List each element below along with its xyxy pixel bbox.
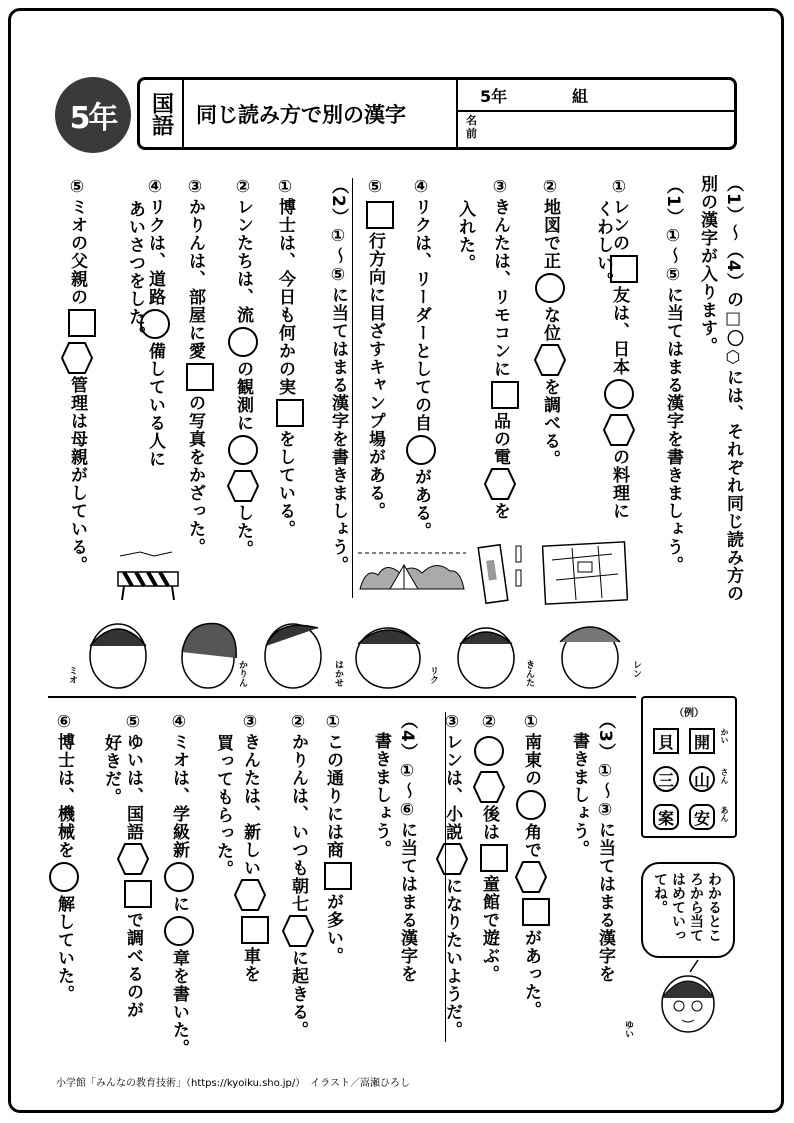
answer-circle[interactable] — [228, 435, 258, 465]
s1-q2-text: な位 — [540, 306, 560, 342]
answer-circle[interactable] — [49, 862, 79, 892]
answer-hexagon[interactable] — [227, 470, 259, 502]
answer-box[interactable] — [491, 381, 519, 409]
s4-q1 — [322, 712, 352, 965]
map-illustration — [542, 540, 628, 606]
s3-q1-text: ①南東の — [521, 712, 541, 787]
s1-q2 — [534, 177, 566, 468]
s2-q5 — [61, 177, 96, 574]
s4-q4-text: 章を書いた。 — [169, 949, 189, 1057]
s3-q3 — [436, 712, 468, 1039]
s2-q5-text: 管理は母親がしている。 — [67, 376, 87, 574]
s4-q5 — [117, 712, 152, 1019]
section3-header-2: 書きましょう。 — [569, 732, 589, 858]
example-kanji-hexagon: 安 — [689, 804, 715, 830]
answer-box[interactable] — [241, 916, 269, 944]
section1-header: （1）①～⑤に当てはまる漢字を書きましょう。 — [663, 177, 683, 574]
example-box — [641, 696, 737, 838]
bubble-text: わかるところから当てはめていってね。 — [652, 872, 722, 942]
s2-q2-text: した。 — [233, 504, 253, 558]
s1-q1-cont: くわしい。 — [593, 200, 613, 290]
example-reading: あん — [720, 806, 729, 822]
character-name: リク — [428, 666, 438, 684]
yui-illustration — [648, 958, 730, 1040]
speech-bubble — [641, 862, 735, 958]
s4-q6 — [49, 712, 79, 1003]
section3-header-1: （3）①～③に当てはまる漢字を — [595, 712, 615, 983]
character-name: レン — [631, 660, 641, 678]
divider-top — [352, 178, 353, 598]
answer-circle[interactable] — [535, 273, 565, 303]
s2-q2-text: の観測に — [233, 360, 253, 432]
s4-q1-text: が多い。 — [323, 893, 343, 965]
answer-hexagon[interactable] — [234, 879, 266, 911]
footer-credit: 小学館「みんなの教育技術」（https://kyoiku.sho.jp/） イラスト／嵩瀬ひろし — [56, 1078, 410, 1089]
example-kanji-hexagon: 案 — [653, 804, 679, 830]
answer-box[interactable] — [366, 201, 394, 229]
answer-circle[interactable] — [516, 790, 546, 820]
instruction-line-2: 別の漢字が入ります。 — [697, 175, 717, 355]
grade-badge: 5年 — [55, 77, 131, 153]
section4-header-1: （4）①～⑥に当てはまる漢字を — [397, 712, 417, 983]
s3-q2-text: 童館で遊ぶ。 — [479, 875, 499, 983]
answer-hexagon[interactable] — [436, 843, 468, 875]
s3-q3-text: ③レンは、小説 — [442, 712, 462, 841]
s3-q1-text: 角で — [521, 823, 541, 859]
s4-q5-cont: 好きだ。 — [101, 734, 121, 806]
remote-illustration — [476, 540, 532, 606]
example-kanji-circle: 山 — [689, 766, 715, 792]
answer-box[interactable] — [276, 399, 304, 427]
name-area — [456, 80, 736, 147]
divider-middle — [48, 696, 636, 698]
s1-q4 — [406, 177, 436, 540]
s4-q6-text: 解していた。 — [54, 895, 74, 1003]
s1-q1-text: ①レンの — [609, 177, 629, 252]
s1-q3-cont: 入れた。 — [455, 200, 475, 272]
s2-q1-text: ①博士は、今日も何かの実 — [275, 177, 295, 396]
page-title: 同じ読み方で別の漢字 — [196, 102, 406, 127]
divider-bottom — [445, 712, 446, 1042]
example-reading: さん — [720, 768, 729, 784]
answer-hexagon[interactable] — [282, 915, 314, 947]
example-kanji-circle: 三 — [653, 766, 679, 792]
s1-q3-text: を — [490, 502, 510, 520]
character-name: かりん — [237, 660, 247, 687]
roadwork-illustration — [110, 546, 182, 602]
s1-q2-text: を調べる。 — [540, 378, 560, 468]
s4-q1-text: ①この通りには商 — [323, 712, 343, 859]
s2-q3 — [184, 177, 214, 556]
s3-q1 — [515, 712, 550, 1019]
answer-box[interactable] — [610, 255, 638, 283]
section4-header-2: 書きましょう。 — [371, 732, 391, 858]
s3-q2-text: ② — [479, 712, 499, 733]
s1-q5-text: ⑤ — [365, 177, 385, 198]
answer-circle[interactable] — [228, 327, 258, 357]
s3-q1-text: があった。 — [521, 929, 541, 1019]
s2-q5-text: ⑤ミオの父親の — [67, 177, 87, 306]
s1-q3-text: 品の電 — [490, 412, 510, 466]
s2-q1 — [274, 177, 304, 538]
s4-q4-text: ④ミオは、学級新 — [169, 712, 189, 859]
s2-q3-text: ③かりんは、部屋に愛 — [185, 177, 205, 360]
answer-hexagon[interactable] — [117, 843, 149, 875]
answer-circle[interactable] — [604, 379, 634, 409]
s3-q3-text: になりたいようだ。 — [442, 877, 462, 1039]
answer-box[interactable] — [480, 844, 508, 872]
instruction-line-1: （1）～（4）の□〇⬡には、それぞれ同じ読み方の — [723, 175, 743, 603]
characters-row — [78, 608, 648, 694]
s2-q2-text: ②レンたちは、流 — [233, 177, 253, 324]
s3-q2-text: 後は — [479, 805, 499, 841]
s3-q2 — [473, 712, 508, 983]
s2-q1-text: をしている。 — [275, 430, 295, 538]
s4-q2 — [282, 712, 314, 1039]
s4-q3-cont: 買ってもらった。 — [213, 734, 233, 878]
answer-hexagon[interactable] — [61, 342, 93, 374]
answer-box[interactable] — [186, 363, 214, 391]
s2-q3-text: の写真をかざった。 — [185, 394, 205, 556]
character-name: きんた — [524, 660, 534, 687]
character-name: はかせ — [333, 660, 343, 687]
answer-circle[interactable] — [164, 862, 194, 892]
subject-label — [140, 80, 184, 147]
s2-q2 — [227, 177, 259, 558]
example-title: （例） — [674, 708, 704, 719]
answer-hexagon[interactable] — [484, 468, 516, 500]
example-reading: かい — [720, 728, 729, 744]
s2-q4-text: 備している人に — [145, 342, 165, 468]
s1-q1-text: 友は、日本 — [609, 286, 629, 376]
section2-header: （2）①～⑤に当てはまる漢字を書きましょう。 — [328, 177, 348, 574]
s4-q4-text: に — [169, 895, 189, 913]
s1-q4-text: ④リクは、リーダーとしての自 — [411, 177, 431, 432]
s1-q4-text: がある。 — [411, 468, 431, 540]
answer-box[interactable] — [324, 862, 352, 890]
answer-box[interactable] — [68, 309, 96, 337]
header-box — [137, 77, 737, 150]
s1-q1-text: の料理に — [609, 448, 629, 520]
example-kanji-square: 貝 — [653, 728, 679, 754]
subject-text: 国語 — [148, 91, 174, 136]
s1-q5-text: 行方向に目ざすキャンプ場がある。 — [365, 232, 385, 520]
s2-q4-cont: あいさつをした。 — [125, 200, 145, 344]
s4-q3 — [234, 712, 269, 983]
answer-hexagon[interactable] — [473, 771, 505, 803]
s4-q5-text: ⑤ゆいは、国語 — [123, 712, 143, 841]
name-label: 名前 — [466, 114, 477, 140]
character-name: ミオ — [67, 666, 77, 684]
class-label: 組 — [572, 87, 589, 106]
s1-q5 — [364, 177, 394, 520]
s1-q3 — [484, 177, 519, 520]
answer-box[interactable] — [522, 898, 550, 926]
s4-q2-text: に起きる。 — [288, 949, 308, 1039]
answer-box[interactable] — [124, 880, 152, 908]
answer-circle[interactable] — [474, 736, 504, 766]
s4-q3-text: 車を — [240, 947, 260, 983]
camp-illustration — [356, 545, 468, 595]
answer-circle[interactable] — [164, 916, 194, 946]
example-kanji-square: 開 — [689, 728, 715, 754]
s4-q3-text: ③きんたは、新しい — [240, 712, 260, 877]
s1-q3-text: ③きんたは、リモコンに — [490, 177, 510, 378]
character-name: ゆい — [623, 1020, 633, 1038]
answer-hexagon[interactable] — [603, 414, 635, 446]
s4-q4 — [164, 712, 194, 1057]
answer-circle[interactable] — [406, 435, 436, 465]
s1-q2-text: ②地図で正 — [540, 177, 560, 270]
s4-q6-text: ⑥博士は、機械を — [54, 712, 74, 859]
grade-label: 5年 — [480, 87, 508, 106]
grade-class-field[interactable] — [458, 80, 736, 112]
answer-hexagon[interactable] — [534, 344, 566, 376]
s4-q5-text: で調べるのが — [123, 911, 143, 1019]
s2-q4-text: ④リクは、道路 — [145, 177, 165, 306]
answer-hexagon[interactable] — [515, 861, 547, 893]
s4-q2-text: ②かりんは、いつも朝七 — [288, 712, 308, 913]
